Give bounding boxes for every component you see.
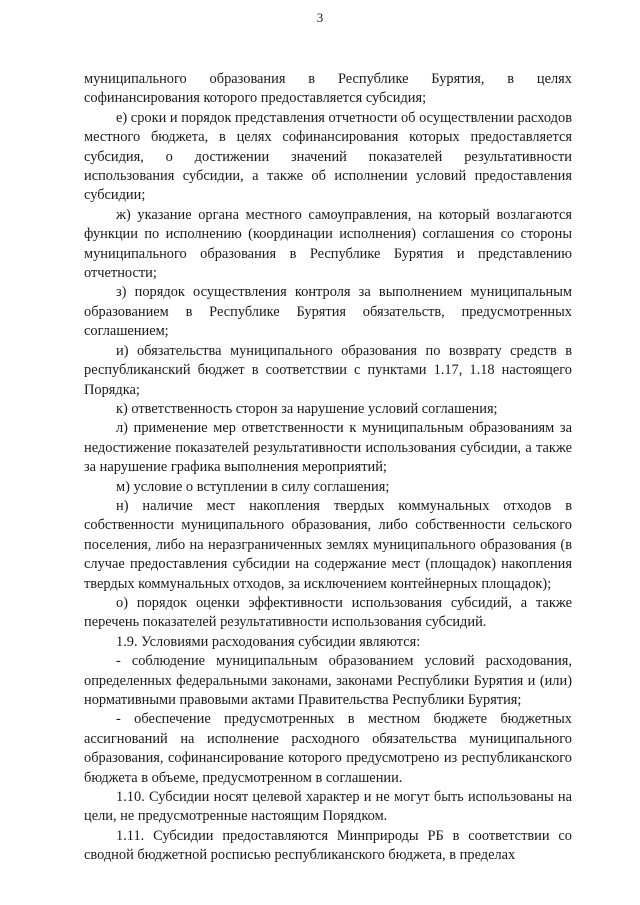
page-number: 3 [316, 10, 324, 25]
paragraph-section-1-11: 1.11. Субсидии предоставляются Минприроды РБ в соответствии со сводной бюджетной росписью республиканского бюджета, в пределах [84, 827, 572, 864]
paragraph-item-k: к) ответственность сторон за нарушение условий соглашения; [116, 400, 498, 417]
paragraph-item-n: н) наличие мест накопления твердых коммунальных отходов в собственности муниципального образования, либо собственности сельского поселения, либо на неразграниченных землях муниципального образования (в случае предоставления субсидии на содержание мест (площадок) накопления твердых коммунальных отходов, за исключением контейнерных площадок); [84, 497, 572, 592]
paragraph-section-1-9: 1.9. Условиями расходования субсидии являются: [116, 633, 421, 650]
paragraph-item-l: л) применение мер ответственности к муниципальным образованиям за недостижение показателей результативности использования субсидии, а также за нарушение графика выполнения мероприятий; [84, 420, 572, 476]
paragraph-item-e: е) сроки и порядок представления отчетности об осуществлении расходов местного бюджета, в целях софинансирования которых предоставляется субсидия, о достижении значений показателей результативности использования субсидии, а также об исполнении условий предоставления субсидии; [84, 109, 572, 204]
paragraph-item-o: о) порядок оценки эффективности использования субсидий, а также перечень показателей результативности использования субсидий. [84, 594, 572, 631]
paragraph-condition-1: - соблюдение муниципальным образованием условий расходования, определенных федеральными законами, законами Республики Бурятия и (или) нормативными правовыми актами Правительства Республики Бурятия; [84, 653, 572, 708]
paragraph-condition-2: - обеспечение предусмотренных в местном бюджете бюджетных ассигнований на исполнение расходного обязательства муниципального образования, софинансирование которого предусмотрено из республиканского бюджета в объеме, предусмотренном в соглашении. [84, 711, 572, 786]
paragraph-section-1-10: 1.10. Субсидии носят целевой характер и не могут быть использованы на цели, не предусмотренные настоящим Порядком. [84, 789, 572, 825]
paragraph-item-zh: ж) указание органа местного самоуправления, на который возлагаются функции по исполнению (координации исполнения) соглашения со стороны муниципального образования в Республике Бурятия и представлению отчетности; [84, 206, 572, 282]
document-body [84, 70, 572, 866]
paragraph-continuation: муниципального образования в Республике Бурятия, в целях софинансирования которого предоставляется субсидия; [84, 71, 572, 107]
paragraph-item-z: з) порядок осуществления контроля за выполнением муниципальным образованием в Республике Бурятия обязательств, предусмотренных соглашением; [84, 284, 572, 340]
paragraph-item-i: и) обязательства муниципального образования по возврату средств в республиканский бюджет в соответствии с пунктами 1.17, 1.18 настоящего Порядка; [84, 342, 572, 398]
paragraph-item-m: м) условие о вступлении в силу соглашения; [116, 478, 390, 495]
